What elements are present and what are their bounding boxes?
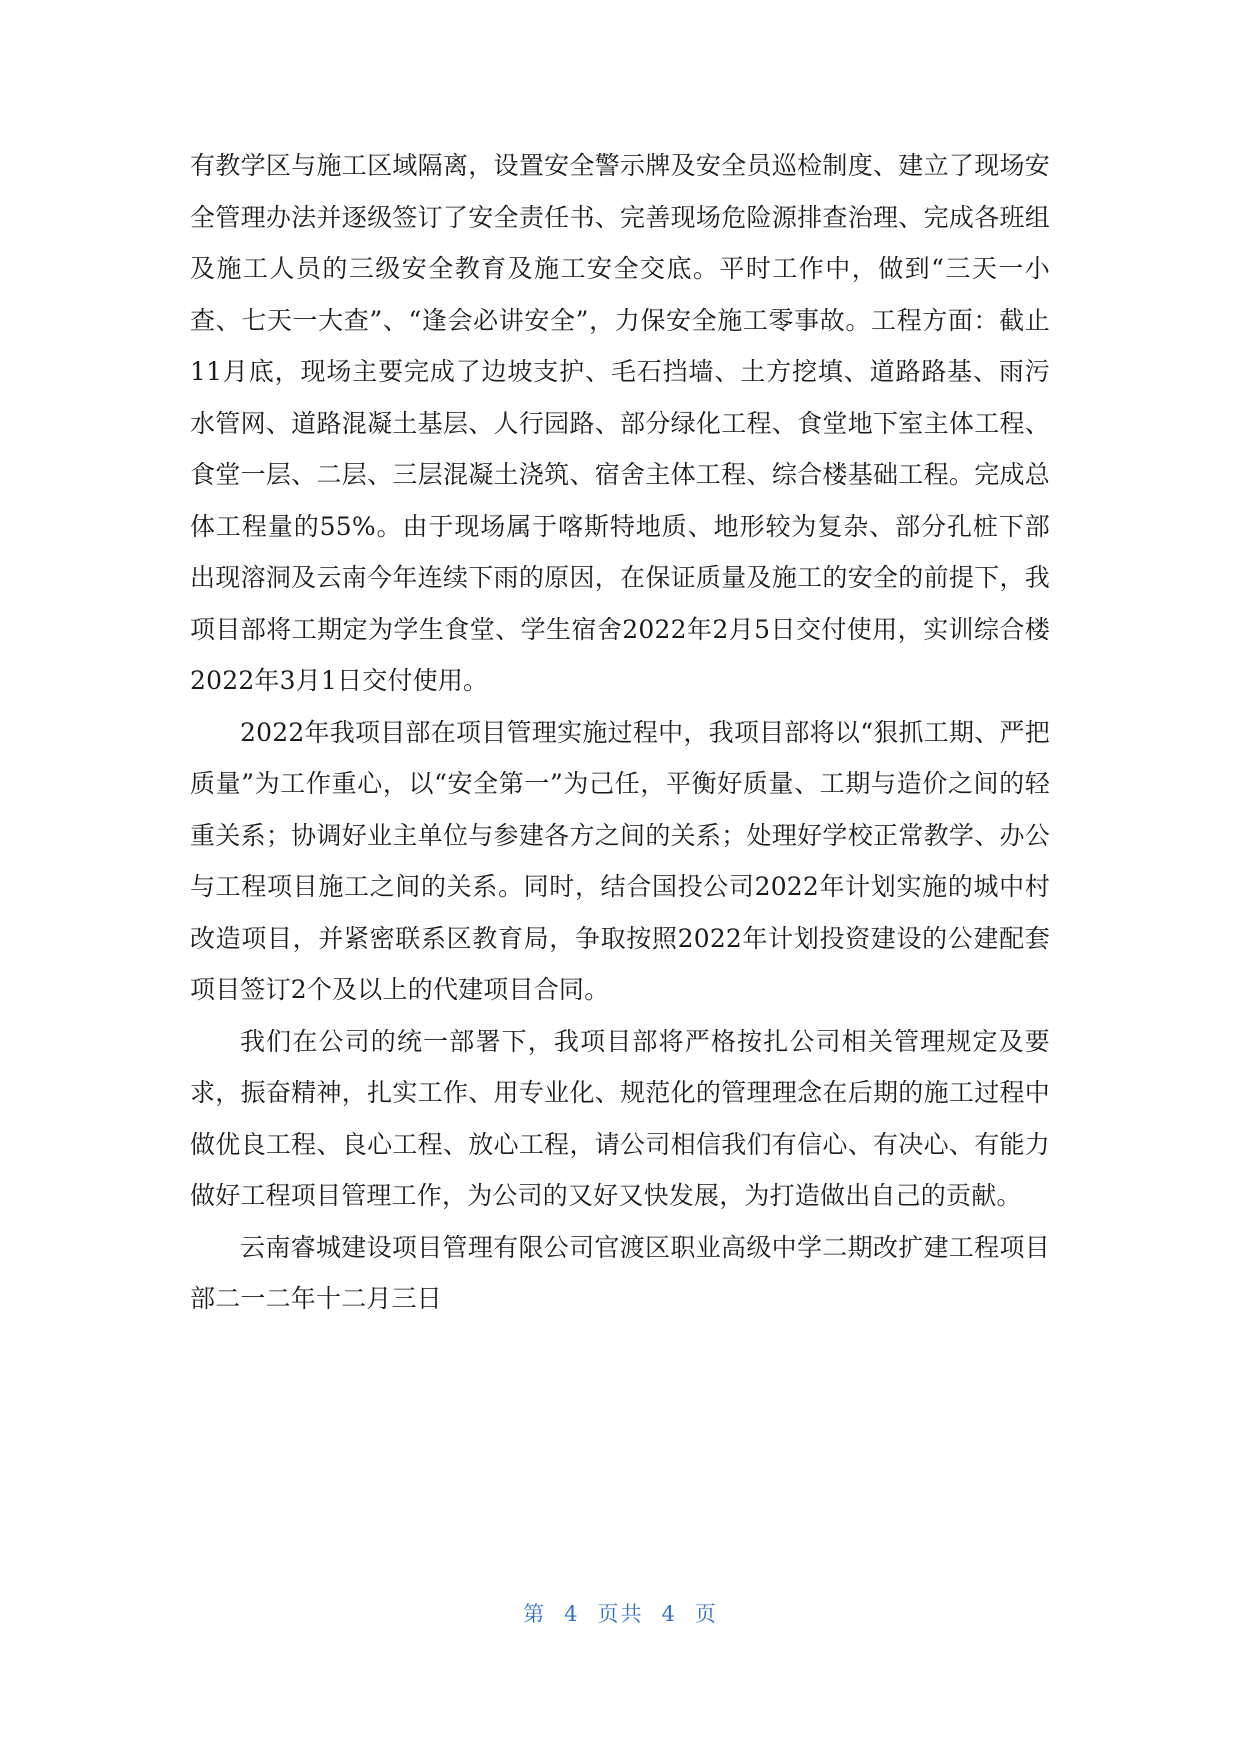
footer-suffix: 页 bbox=[694, 1602, 718, 1626]
paragraph-continuation: 有教学区与施工区域隔离，设置安全警示牌及安全员巡检制度、建立了现场安全管理办法并逐级签订了安全责任书、完善现场危险源排查治理、完成各班组及施工人员的三级安全教育及施工安全交底。平时工作中，做到“三天一小查、七天一大查”、“逢会必讲安全”，力保安全施工零事故。工程方面：截止11月底，现场主要完成了边坡支护、毛石挡墙、土方挖填、道路路基、雨污水管网、道路混凝土基层、人行园路、部分绿化工程、食堂地下室主体工程、食堂一层、二层、三层混凝土浇筑、宿舍主体工程、综合楼基础工程。完成总体工程量的55%。由于现场属于喀斯特地质、地形较为复杂、部分孔桩下部出现溶洞及云南今年连续下雨的原因，在保证质量及施工的安全的前提下，我项目部将工期定为学生食堂、学生宿舍2022年2月5日交付使用，实训综合楼2022年3月1日交付使用。 bbox=[190, 151, 1050, 695]
paragraph-commitment: 我们在公司的统一部署下，我项目部将严格按扎公司相关管理规定及要求，振奋精神，扎实工作、用专业化、规范化的管理理念在后期的施工过程中做优良工程、良心工程、放心工程，请公司相信我们有信心、有决心、有能力做好工程项目管理工作，为公司的又好又快发展，为打造做出自己的贡献。 bbox=[190, 1026, 1050, 1210]
footer-current-page: 4 bbox=[564, 1602, 580, 1626]
footer-total-pages: 4 bbox=[661, 1602, 677, 1626]
paragraph-signature: 云南睿城建设项目管理有限公司官渡区职业高级中学二期改扩建工程项目部二一二年十二月三日 bbox=[190, 1232, 1050, 1313]
footer-middle: 页共 bbox=[597, 1602, 644, 1626]
document-body bbox=[190, 140, 1050, 1325]
paragraph-2022-plan: 2022年我项目部在项目管理实施过程中，我项目部将以“狠抓工期、严把质量”为工作重心，以“安全第一”为己任，平衡好质量、工期与造价之间的轻重关系；协调好业主单位与参建各方之间的关系；处理好学校正常教学、办公与工程项目施工之间的关系。同时，结合国投公司2022年计划实施的城中村改造项目，并紧密联系区教育局，争取按照2022年计划投资建设的公建配套项目签订2个及以上的代建项目合同。 bbox=[190, 717, 1050, 1004]
footer-prefix: 第 bbox=[523, 1602, 547, 1626]
page-footer bbox=[0, 1598, 1241, 1628]
